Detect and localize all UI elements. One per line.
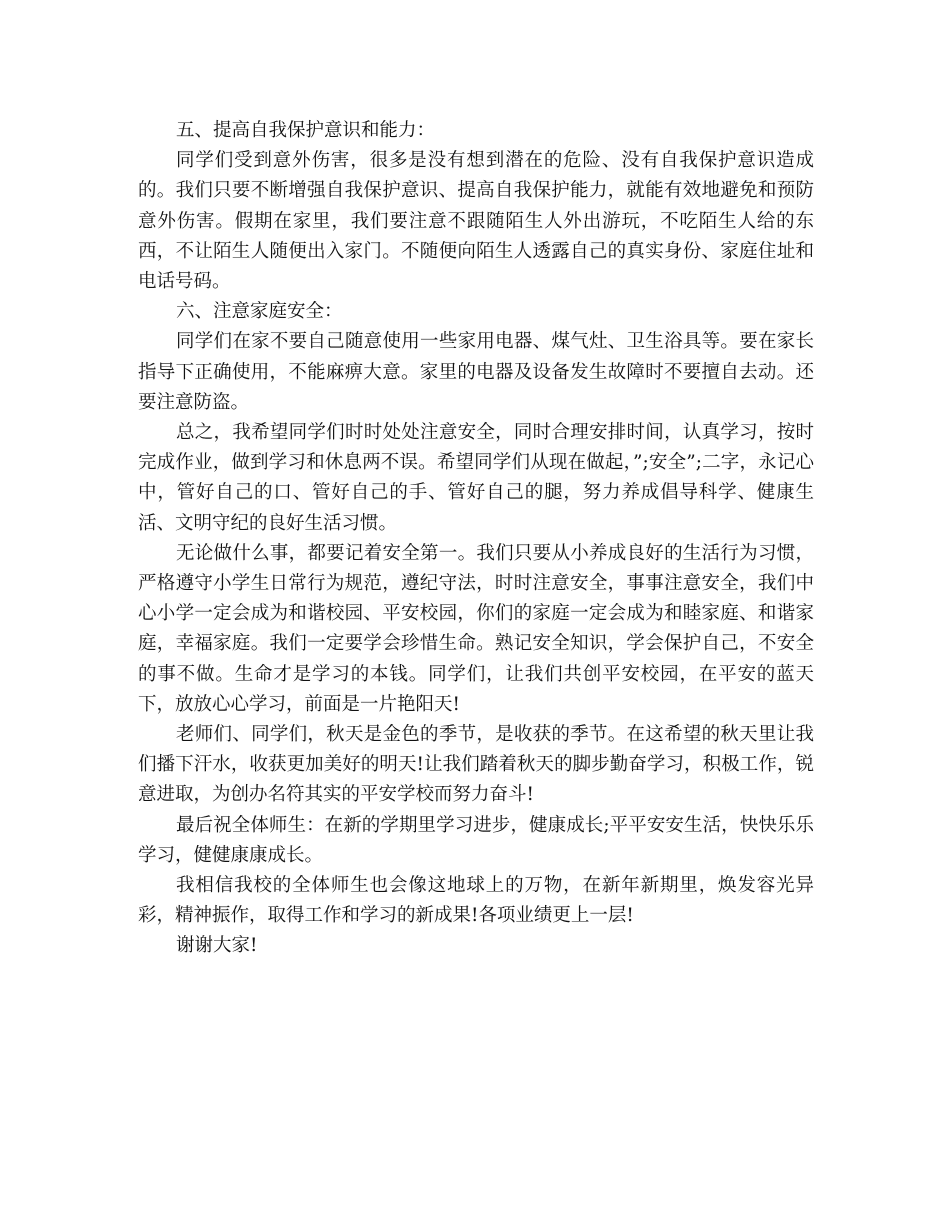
paragraph-self-protection: 同学们受到意外伤害，很多是没有想到潜在的危险、没有自我保护意识造成的。我们只要不断增强自我保护意识、提高自我保护能力，就能有效地避免和预防意外伤害。假期在家里，我们要注意不跟随陌生人外出游玩，不吃陌生人给的东西，不让陌生人随便出入家门。不随便向陌生人透露自己的真实身份、家庭住址和电话号码。: [138, 150, 814, 293]
paragraph-safety-first: 无论做什么事，都要记着安全第一。我们只要从小养成良好的生活行为习惯，严格遵守小学生日常行为规范，遵纪守法，时时注意安全，事事注意安全，我们中心小学一定会成为和谐校园、平安校园，你们的家庭一定会成为和睦家庭、和谐家庭，幸福家庭。我们一定要学会珍惜生命。熟记安全知识，学会保护自己，不安全的事不做。生命才是学习的本钱。同学们，让我们共创平安校园，在平安的蓝天下，放放心心学习，前面是一片艳阳天!: [138, 542, 814, 715]
document-body: [138, 116, 814, 962]
paragraph-autumn: 老师们、同学们，秋天是金色的季节，是收获的季节。在这希望的秋天里让我们播下汗水，收获更加美好的明天!让我们踏着秋天的脚步勤奋学习，积极工作，锐意进取，为创办名符其实的平安学校而努力奋斗!: [138, 724, 814, 806]
section-heading-six: 六、注意家庭安全：: [176, 301, 343, 323]
paragraph-summary: 总之，我希望同学们时时处处注意安全，同时合理安排时间，认真学习，按时完成作业，做到学习和休息两不误。希望同学们从现在做起，”;安全”;二字，永记心中，管好自己的口、管好自己的手、管好自己的腿，努力养成倡导科学、健康生活、文明守纪的良好生活习惯。: [138, 422, 814, 534]
paragraph-thanks: 谢谢大家!: [176, 935, 258, 957]
paragraph-home-safety: 同学们在家不要自己随意使用一些家用电器、煤气灶、卫生浴具等。要在家长指导下正确使用，不能麻痹大意。家里的电器及设备发生故障时不要擅自去动。还要注意防盗。: [138, 331, 814, 413]
paragraph-wishes: 最后祝全体师生：在新的学期里学习进步，健康成长;平平安安生活，快快乐乐学习，健健康康成长。: [138, 814, 814, 866]
section-heading-five: 五、提高自我保护意识和能力：: [176, 120, 436, 141]
paragraph-belief: 我相信我校的全体师生也会像这地球上的万物，在新年新期里，焕发容光异彩，精神振作，取得工作和学习的新成果!各项业绩更上一层!: [138, 875, 814, 927]
